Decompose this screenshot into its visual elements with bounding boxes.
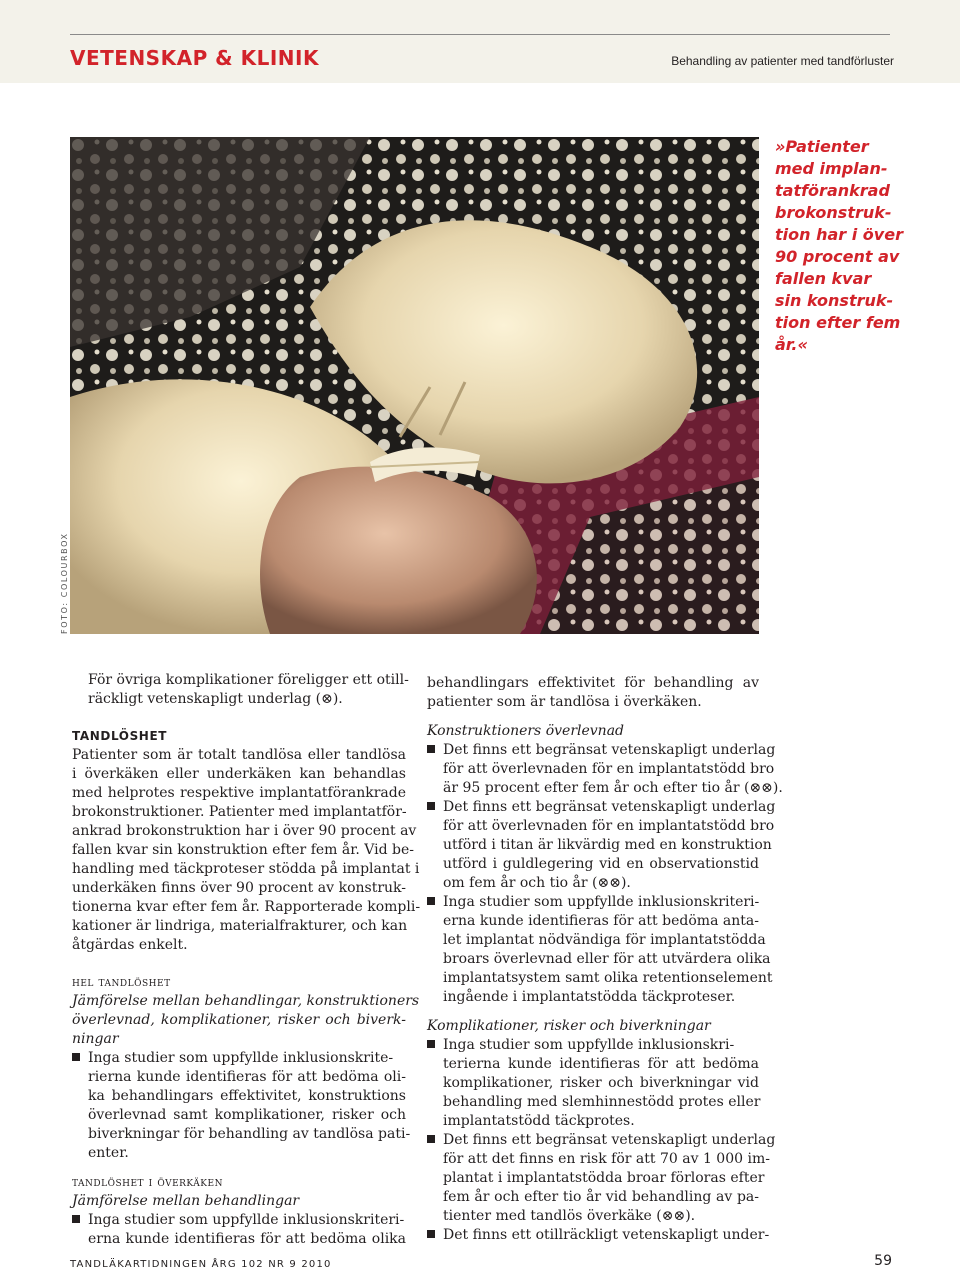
body-line: plantat i implantatstödda broar förloras efter bbox=[443, 1170, 765, 1186]
article-photo bbox=[70, 137, 759, 634]
body-line: broars överlevnad eller för att utvärdera olika bbox=[443, 951, 771, 967]
body-line: underkäken finns över 90 procent av konstruk- bbox=[72, 880, 406, 896]
pull-quote-line: tion efter fem bbox=[775, 313, 901, 332]
bullet-text: Inga studier som uppfyllde inklusionskriteri- bbox=[88, 1212, 405, 1228]
bullet-text: Det finns ett begränsat vetenskapligt underlag bbox=[443, 742, 776, 758]
body-line: fem år och efter tio år vid behandling av pa- bbox=[443, 1189, 759, 1205]
bullet-square-icon bbox=[72, 1053, 80, 1061]
body-line: implantatsystem samt olika retentionselement bbox=[443, 970, 773, 986]
header-rule bbox=[70, 34, 890, 35]
running-head: Behandling av patienter med tandförluster bbox=[671, 54, 894, 68]
bullet-square-icon bbox=[427, 802, 435, 810]
pull-quote-line: sin konstruk- bbox=[775, 291, 894, 310]
bullet-item bbox=[72, 1049, 406, 1068]
body-line: tionerna kvar efter fem år. Rapporterade kompli- bbox=[72, 899, 421, 915]
body-line: i överkäken eller underkäken kan behandlas bbox=[72, 766, 406, 782]
body-line: för att överlevnaden för en implantatstödd bro bbox=[443, 818, 775, 834]
pull-quote-line: »Patienter bbox=[775, 137, 869, 156]
body-line: erna kunde identifieras för att bedöma anta- bbox=[443, 913, 759, 929]
heading-hel-tandloshet: hel tandlöshet bbox=[72, 975, 171, 990]
section-title: VETENSKAP & KLINIK bbox=[70, 46, 319, 70]
bullet-item bbox=[427, 1131, 776, 1150]
body-line: utförd i titan är likvärdig med en konstruktion bbox=[443, 837, 772, 853]
pull-quote bbox=[775, 136, 905, 356]
body-line: åtgärdas enkelt. bbox=[72, 937, 188, 953]
photo-illustration bbox=[70, 137, 759, 634]
header-band bbox=[0, 0, 960, 83]
body-line: patienter som är tandlösa i överkäken. bbox=[427, 694, 702, 710]
body-line: överlevnad samt komplikationer, risker och bbox=[88, 1107, 406, 1123]
bullet-item bbox=[427, 741, 776, 760]
bullet-square-icon bbox=[427, 1040, 435, 1048]
pull-quote-line: med implan- bbox=[775, 159, 888, 178]
body-line: ingående i implantatstödda täckproteser. bbox=[443, 989, 736, 1005]
body-line: fallen kvar sin konstruktion efter fem år. Vid be- bbox=[72, 842, 415, 858]
subheading-komplikationer: Komplikationer, risker och biverkningar bbox=[427, 1018, 711, 1034]
pull-quote-line: tatförankrad bbox=[775, 181, 890, 200]
body-line: behandlingars effektivitet för behandling av bbox=[427, 675, 759, 691]
body-line: räckligt vetenskapligt underlag (⊗). bbox=[88, 691, 343, 707]
body-line: ankrad brokonstruktion har i över 90 procent av bbox=[72, 823, 417, 839]
left-column bbox=[72, 671, 421, 1249]
body-line: behandling med slemhinnestödd protes eller bbox=[443, 1094, 761, 1110]
body-line: let implantat nödvändiga för implantatstödda bbox=[443, 932, 766, 948]
body-line: rierna kunde identifieras för att bedöma oli- bbox=[88, 1069, 406, 1085]
body-line: kationer är lindriga, materialfrakturer, och kan bbox=[72, 918, 408, 934]
bullet-item bbox=[72, 1211, 406, 1230]
bullet-square-icon bbox=[427, 1230, 435, 1238]
body-line: med helprotes respektive implantatförankrade bbox=[72, 785, 406, 801]
body-line: För övriga komplikationer föreligger ett otill- bbox=[88, 672, 409, 688]
body-line: utförd i guldlegering vid en observationstid bbox=[443, 856, 759, 872]
body-line: brokonstruktioner. Patienter med implantatför- bbox=[72, 804, 407, 820]
bullet-text: Inga studier som uppfyllde inklusionskri- bbox=[443, 1037, 735, 1053]
heading-tandloshet-overkaken: tandlöshet i överkäken bbox=[72, 1175, 223, 1190]
subheading-line: överlevnad, komplikationer, risker och biverk- bbox=[72, 1012, 406, 1028]
body-line: handling med täckproteser stödda på implantat i bbox=[72, 861, 420, 877]
bullet-text: Inga studier som uppfyllde inklusionskriteri- bbox=[443, 894, 760, 910]
pull-quote-line: år.« bbox=[775, 335, 808, 354]
body-line: för att överlevnaden för en implantatstödd bro bbox=[443, 761, 775, 777]
bullet-square-icon bbox=[72, 1215, 80, 1223]
bullet-square-icon bbox=[427, 745, 435, 753]
subheading-line: ningar bbox=[72, 1031, 119, 1047]
body-line: biverkningar för behandling av tandlösa pati- bbox=[88, 1126, 411, 1142]
body-line: Patienter som är totalt tandlösa eller tandlösa bbox=[72, 747, 406, 763]
bullet-item bbox=[427, 1036, 759, 1055]
body-line: om fem år och tio år (⊗⊗). bbox=[443, 875, 631, 891]
bullet-item bbox=[427, 798, 776, 817]
pull-quote-line: fallen kvar bbox=[775, 269, 872, 288]
bullet-text: Det finns ett begränsat vetenskapligt underlag bbox=[443, 799, 776, 815]
body-line: tienter med tandlös överkäke (⊗⊗). bbox=[443, 1208, 696, 1224]
page-number: 59 bbox=[874, 1253, 892, 1269]
footer-journal: TANDLÄKARTIDNINGEN ÅRG 102 NR 9 2010 bbox=[70, 1259, 332, 1270]
body-line: enter. bbox=[88, 1145, 129, 1161]
bullet-square-icon bbox=[427, 897, 435, 905]
bullet-item bbox=[427, 893, 759, 912]
body-line: implantatstödd täckprotes. bbox=[443, 1113, 635, 1129]
right-column bbox=[427, 674, 783, 1245]
bullet-text: Det finns ett begränsat vetenskapligt underlag bbox=[443, 1132, 776, 1148]
subheading-konstruktioner: Konstruktioners överlevnad bbox=[427, 723, 625, 739]
body-line: terierna kunde identifieras för att bedöma bbox=[443, 1056, 759, 1072]
bullet-text: Inga studier som uppfyllde inklusionskrite- bbox=[88, 1050, 394, 1066]
pull-quote-line: tion har i över bbox=[775, 225, 903, 244]
photo-credit: FOTO: COLOURBOX bbox=[60, 532, 69, 634]
heading-tandloshet: TANDLÖSHET bbox=[72, 729, 168, 743]
subheading-line: Jämförelse mellan behandlingar, konstruktioners bbox=[72, 993, 420, 1009]
bullet-square-icon bbox=[427, 1135, 435, 1143]
bullet-item bbox=[427, 1226, 770, 1245]
body-line: komplikationer, risker och biverkningar vid bbox=[443, 1075, 759, 1091]
body-line: ka behandlingars effektivitet, konstruktions bbox=[88, 1088, 406, 1104]
bullet-text: Det finns ett otillräckligt vetenskapligt under- bbox=[443, 1227, 770, 1243]
pull-quote-line: brokonstruk- bbox=[775, 203, 892, 222]
subheading-line: Jämförelse mellan behandlingar bbox=[72, 1193, 300, 1209]
pull-quote-line: 90 procent av bbox=[775, 247, 900, 266]
body-line: för att det finns en risk för att 70 av 1 000 im- bbox=[443, 1151, 770, 1167]
body-line: erna kunde identifieras för att bedöma olika bbox=[88, 1231, 406, 1247]
body-line: är 95 procent efter fem år och efter tio år (⊗⊗). bbox=[443, 780, 783, 796]
